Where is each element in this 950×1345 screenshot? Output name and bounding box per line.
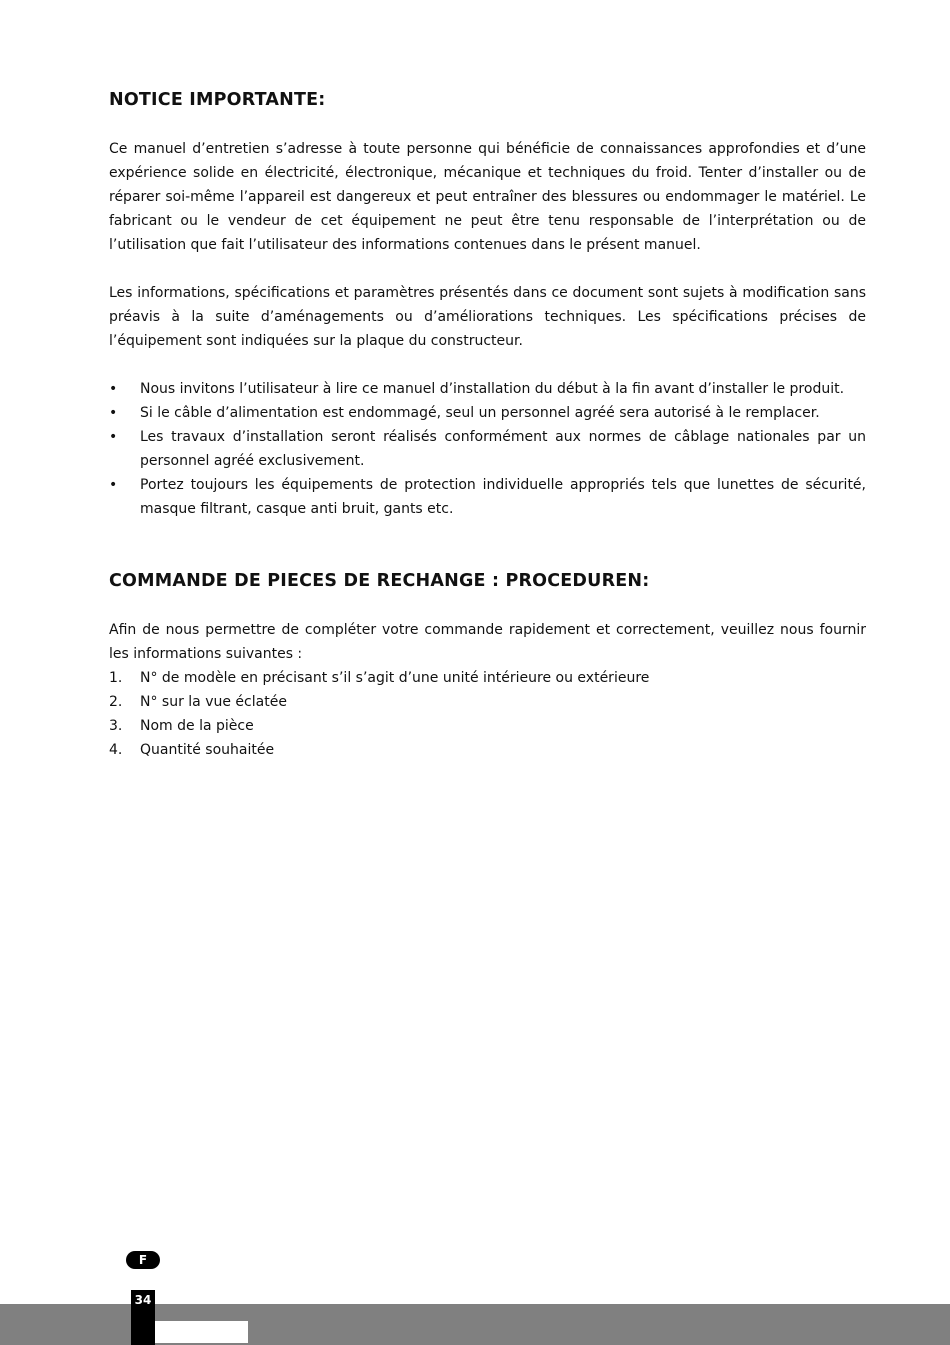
bullet-icon: • xyxy=(109,405,118,421)
step-item xyxy=(109,666,866,690)
bullet-item xyxy=(109,425,866,473)
step-text: Nom de la pièce xyxy=(140,718,254,734)
order-title: COMMANDE DE PIECES DE RECHANGE : PROCEDUREN: xyxy=(109,571,650,591)
bullet-text: Les travaux d’installation seront réalisés conformément aux normes de câblage nationales par un personnel agréé exclusivement. xyxy=(140,429,866,469)
order-intro: Afin de nous permettre de compléter votre commande rapidement et correctement, veuillez nous fournir les informations suivantes : xyxy=(109,622,866,662)
step-text: N° sur la vue éclatée xyxy=(140,694,287,710)
bullet-text: Nous invitons l’utilisateur à lire ce manuel d’installation du début à la fin avant d’installer le produit. xyxy=(140,381,845,397)
bullet-text: Portez toujours les équipements de protection individuelle appropriés tels que lunettes de sécurité, masque filtrant, casque anti bruit, gants etc. xyxy=(140,477,866,517)
step-number: 4. xyxy=(109,742,123,758)
bullet-icon: • xyxy=(109,429,118,445)
bullet-item xyxy=(109,473,866,521)
order-steps-list xyxy=(109,666,866,762)
notice-bullet-list xyxy=(109,377,866,521)
notice-paragraph-1: Ce manuel d’entretien s’adresse à toute personne qui bénéficie de connaissances approfondies et d’une expérience solide en électricité, électronique, mécanique et techniques du froid. Tenter d’installer ou de réparer soi-même l’appareil est dangereux et peut entraîner des blessures ou endommager le matériel. Le fabricant ou le vendeur de cet équipement ne peut être tenu responsable de l’interprétation ou de l’utilisation que fait l’utilisateur des informations contenues dans le présent manuel. xyxy=(109,141,866,253)
step-text: Quantité souhaitée xyxy=(140,742,275,758)
bullet-item xyxy=(109,377,866,401)
step-item xyxy=(109,690,866,714)
bullet-icon: • xyxy=(109,477,118,493)
bullet-icon: • xyxy=(109,381,118,397)
step-number: 3. xyxy=(109,718,123,734)
step-text: N° de modèle en précisant s’il s’agit d’une unité intérieure ou extérieure xyxy=(140,670,650,686)
notice-paragraph-2: Les informations, spécifications et paramètres présentés dans ce document sont sujets à modification sans préavis à la suite d’aménagements ou d’améliorations techniques. Les spécifications précises de l’équipement sont indiquées sur la plaque du constructeur. xyxy=(109,285,866,349)
step-number: 2. xyxy=(109,694,123,710)
page-number: 34 xyxy=(134,1293,152,1307)
language-badge: F xyxy=(126,1251,160,1269)
bullet-item xyxy=(109,401,866,425)
step-item xyxy=(109,738,866,762)
footer-white-strip xyxy=(155,1321,248,1343)
document-body xyxy=(109,88,866,762)
step-number: 1. xyxy=(109,670,123,686)
bullet-text: Si le câble d’alimentation est endommagé, seul un personnel agréé sera autorisé à le remplacer. xyxy=(140,405,820,421)
notice-title: NOTICE IMPORTANTE: xyxy=(109,90,326,110)
step-item xyxy=(109,714,866,738)
